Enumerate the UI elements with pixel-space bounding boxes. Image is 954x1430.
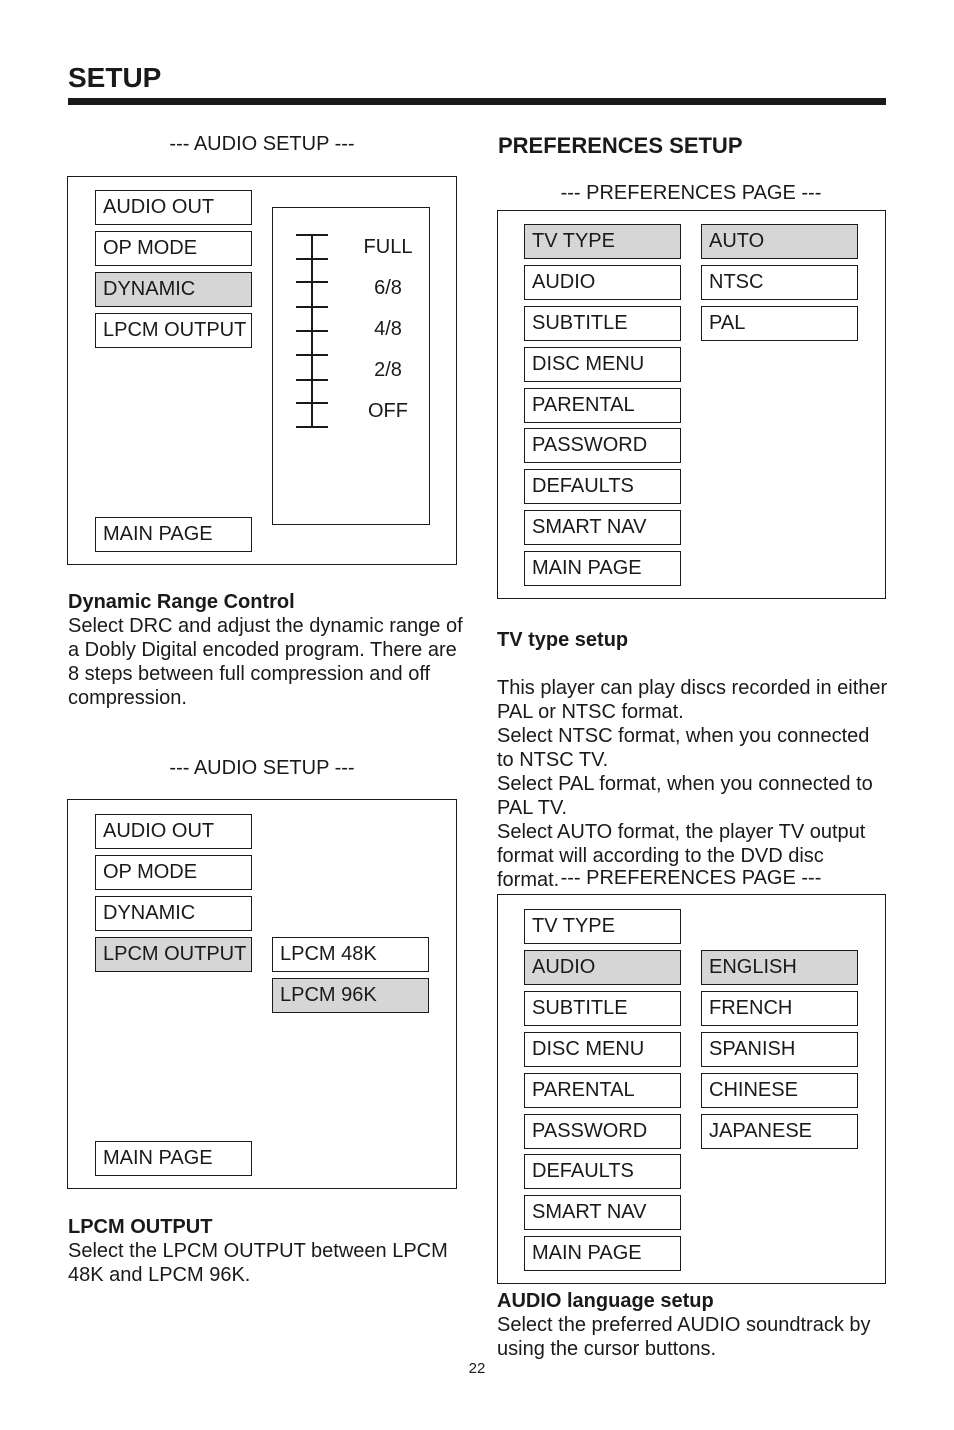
menu-item-audio-out[interactable]: AUDIO OUT xyxy=(95,190,252,225)
audio-setup-caption: --- AUDIO SETUP --- xyxy=(169,133,355,155)
menu-item-dynamic[interactable]: DYNAMIC xyxy=(95,272,252,307)
drc-tick xyxy=(296,354,328,356)
option-english[interactable]: ENGLISH xyxy=(701,950,858,985)
preferences-menu-audio xyxy=(497,894,886,1284)
drc-level-off[interactable]: OFF xyxy=(368,400,408,422)
menu-item-op-mode[interactable]: OP MODE xyxy=(95,855,252,890)
tv-type-description xyxy=(497,604,889,892)
tv-type-body: This player can play discs recorded in either PAL or NTSC format. Select NTSC format, when you connected to NTSC TV. Select PAL format, when you connected to PAL TV. Select AUTO format, the player TV output format will according to the DVD disc format. xyxy=(497,677,888,891)
lpcm-description xyxy=(68,1215,463,1287)
menu-item-op-mode[interactable]: OP MODE xyxy=(95,231,252,266)
audio-setup-caption: --- AUDIO SETUP --- xyxy=(169,757,355,779)
menu-item-audio[interactable]: AUDIO xyxy=(524,950,681,985)
drc-tick xyxy=(296,306,328,308)
menu-item-lpcm-output[interactable]: LPCM OUTPUT xyxy=(95,313,252,348)
menu-item-main-page[interactable]: MAIN PAGE xyxy=(524,1236,681,1271)
menu-item-disc-menu[interactable]: DISC MENU xyxy=(524,1032,681,1067)
drc-description xyxy=(68,590,463,710)
preferences-caption: --- PREFERENCES PAGE --- xyxy=(560,867,822,889)
drc-level-panel xyxy=(272,207,430,525)
title-divider xyxy=(68,98,886,105)
drc-tick xyxy=(296,330,328,332)
menu-item-disc-menu[interactable]: DISC MENU xyxy=(524,347,681,382)
menu-item-password[interactable]: PASSWORD xyxy=(524,428,681,463)
menu-item-password[interactable]: PASSWORD xyxy=(524,1114,681,1149)
menu-item-main-page[interactable]: MAIN PAGE xyxy=(95,1141,252,1176)
audio-setup-menu-lpcm xyxy=(67,799,457,1189)
preferences-menu-tv-type xyxy=(497,210,886,599)
option-chinese[interactable]: CHINESE xyxy=(701,1073,858,1108)
option-pal[interactable]: PAL xyxy=(701,306,858,341)
audio-setup-menu-drc xyxy=(67,176,457,565)
menu-item-smart-nav[interactable]: SMART NAV xyxy=(524,510,681,545)
drc-body: Select DRC and adjust the dynamic range of a Dobly Digital encoded program. There are 8 steps between full compression and off compression. xyxy=(68,615,463,709)
option-lpcm-96k[interactable]: LPCM 96K xyxy=(272,978,429,1013)
menu-item-main-page[interactable]: MAIN PAGE xyxy=(524,551,681,586)
audio-language-heading: AUDIO language setup xyxy=(497,1290,714,1312)
menu-item-main-page[interactable]: MAIN PAGE xyxy=(95,517,252,552)
drc-heading: Dynamic Range Control xyxy=(68,591,295,613)
option-auto[interactable]: AUTO xyxy=(701,224,858,259)
lpcm-heading: LPCM OUTPUT xyxy=(68,1216,213,1238)
menu-item-lpcm-output[interactable]: LPCM OUTPUT xyxy=(95,937,252,972)
tv-type-heading: TV type setup xyxy=(497,629,629,651)
page-number: 22 xyxy=(468,1360,486,1377)
preferences-caption: --- PREFERENCES PAGE --- xyxy=(560,182,822,204)
menu-item-parental[interactable]: PARENTAL xyxy=(524,388,681,423)
option-spanish[interactable]: SPANISH xyxy=(701,1032,858,1067)
audio-language-body: Select the preferred AUDIO soundtrack by using the cursor buttons. xyxy=(497,1314,871,1360)
preferences-heading: PREFERENCES SETUP xyxy=(498,133,743,158)
menu-item-audio-out[interactable]: AUDIO OUT xyxy=(95,814,252,849)
drc-tick xyxy=(296,281,328,283)
lpcm-body: Select the LPCM OUTPUT between LPCM 48K and LPCM 96K. xyxy=(68,1240,448,1286)
menu-item-smart-nav[interactable]: SMART NAV xyxy=(524,1195,681,1230)
drc-tick xyxy=(296,426,328,428)
drc-tick xyxy=(296,402,328,404)
audio-language-description xyxy=(497,1289,889,1361)
page-title: SETUP xyxy=(68,62,162,93)
drc-level-2-8[interactable]: 2/8 xyxy=(374,359,402,381)
option-ntsc[interactable]: NTSC xyxy=(701,265,858,300)
drc-level-4-8[interactable]: 4/8 xyxy=(374,318,402,340)
drc-tick xyxy=(296,234,328,236)
menu-item-subtitle[interactable]: SUBTITLE xyxy=(524,306,681,341)
menu-item-subtitle[interactable]: SUBTITLE xyxy=(524,991,681,1026)
menu-item-audio[interactable]: AUDIO xyxy=(524,265,681,300)
drc-tick xyxy=(296,258,328,260)
menu-item-tv-type[interactable]: TV TYPE xyxy=(524,224,681,259)
menu-item-parental[interactable]: PARENTAL xyxy=(524,1073,681,1108)
menu-item-defaults[interactable]: DEFAULTS xyxy=(524,1154,681,1189)
menu-item-dynamic[interactable]: DYNAMIC xyxy=(95,896,252,931)
menu-item-tv-type[interactable]: TV TYPE xyxy=(524,909,681,944)
drc-tick xyxy=(296,379,328,381)
menu-item-defaults[interactable]: DEFAULTS xyxy=(524,469,681,504)
drc-level-6-8[interactable]: 6/8 xyxy=(374,277,402,299)
drc-level-full[interactable]: FULL xyxy=(363,236,413,258)
option-french[interactable]: FRENCH xyxy=(701,991,858,1026)
option-lpcm-48k[interactable]: LPCM 48K xyxy=(272,937,429,972)
option-japanese[interactable]: JAPANESE xyxy=(701,1114,858,1149)
